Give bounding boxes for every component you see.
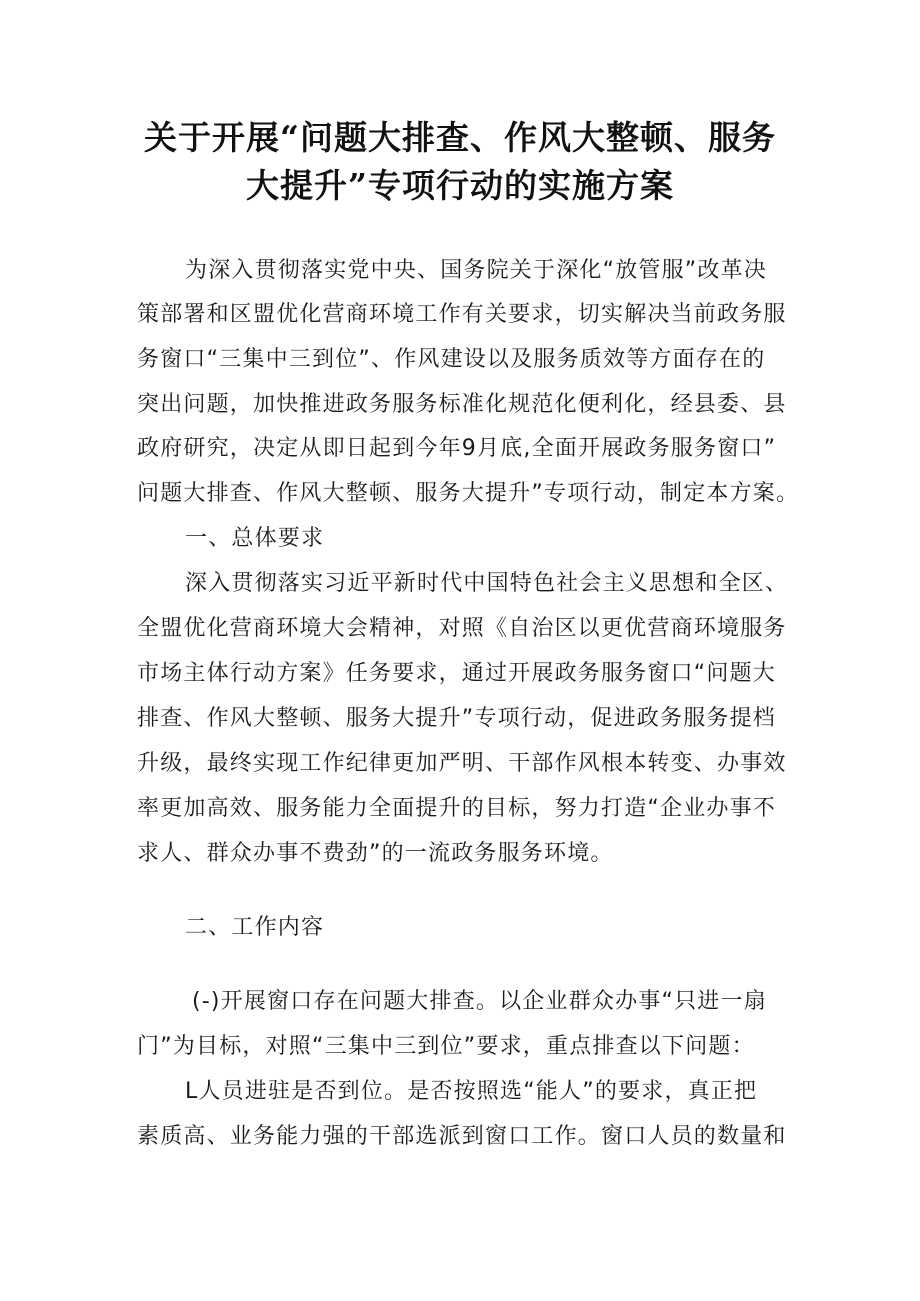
body-line: 升级，最终实现工作纪律更加严明、干部作风根本转变、办事效	[137, 751, 787, 776]
body-line: 排查、作风大整顿、服务大提升”专项行动，促进政务服务提档	[137, 706, 776, 731]
body-line: 求人、群众办事不费劲”的一流政务服务环境。	[137, 841, 614, 866]
body-line: 门”为目标，对照“三集中三到位”要求，重点排查以下问题：	[137, 1034, 755, 1059]
body-line: 突出问题，加快推进政务服务标准化规范化便利化，经县委、县	[137, 392, 787, 417]
body-line: 全盟优化营商环境大会精神，对照《自治区以更优营商环境服务	[137, 616, 787, 641]
body-line: (-)开展窗口存在问题大排查。以企业群众办事“只进一扇	[192, 989, 767, 1014]
body-line: 策部署和区盟优化营商环境工作有关要求，切实解决当前政务服	[137, 302, 787, 327]
body-line: 市场主体行动方案》任务要求，通过开展政务服务窗口“问题大	[137, 661, 776, 686]
document-title-line-1: 关于开展“问题大排查、作风大整顿、服务	[144, 118, 776, 157]
body-line: L人员进驻是否到位。是否按照选“能人”的要求，真正把	[185, 1079, 758, 1104]
body-line: 问题大排查、作风大整顿、服务大提升”专项行动，制定本方案。	[137, 481, 800, 506]
body-line: 素质高、业务能力强的干部选派到窗口工作。窗口人员的数量和	[137, 1124, 787, 1149]
body-line: 务窗口“三集中三到位”、作风建设以及服务质效等方面存在的	[137, 347, 766, 372]
document-title-line-2: 大提升”专项行动的实施方案	[246, 166, 674, 205]
body-line: 为深入贯彻落实党中央、国务院关于深化“放管服”改革决	[185, 258, 767, 283]
section-heading-2: 二、工作内容	[185, 915, 325, 940]
body-line: 深入贯彻落实习近平新时代中国特色社会主义思想和全区、	[185, 571, 789, 596]
body-line: 政府研究，决定从即日起到今年9月底,全面开展政务服务窗口”	[137, 436, 777, 461]
body-line: 率更加高效、服务能力全面提升的目标，努力打造“企业办事不	[137, 796, 776, 821]
section-heading-1: 一、总体要求	[185, 526, 325, 551]
